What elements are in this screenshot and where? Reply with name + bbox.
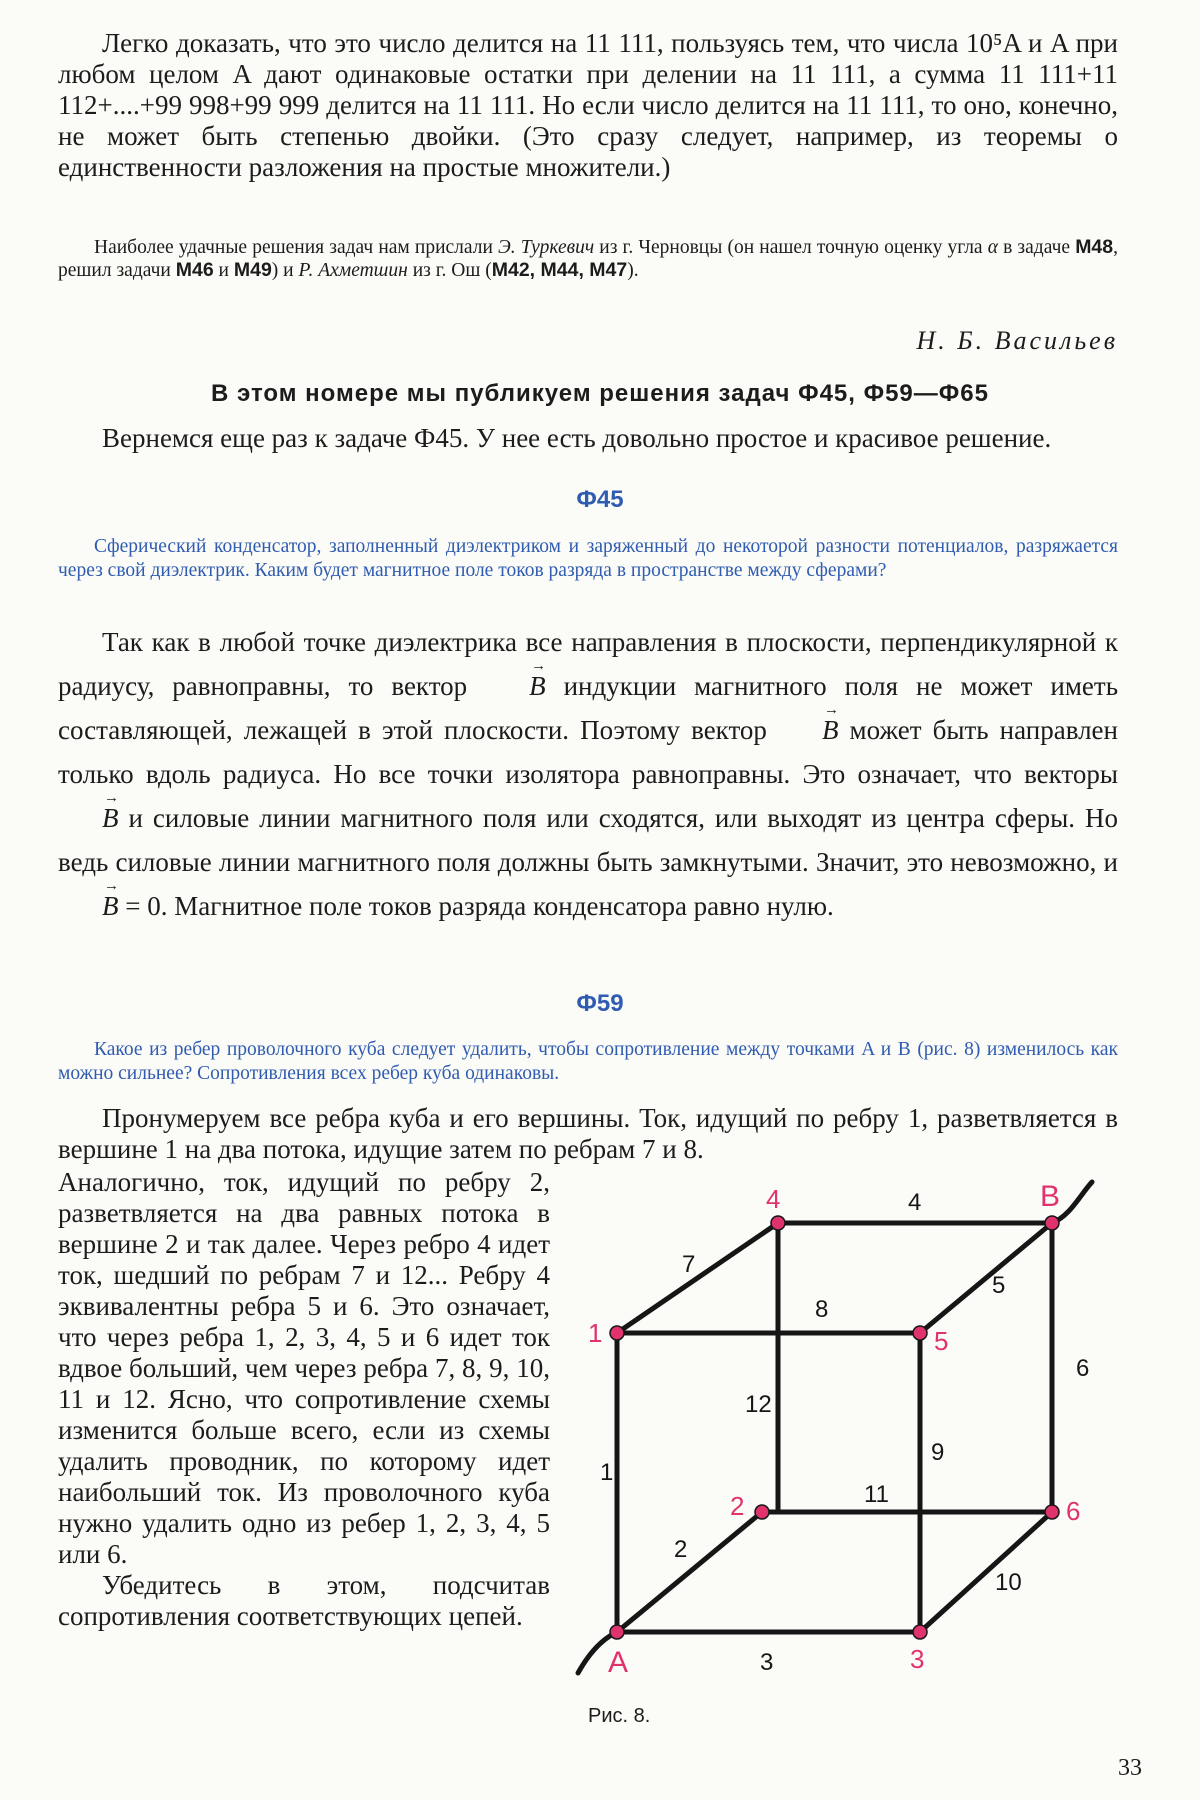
intro-paragraph: Легко доказать, что это число делится на 11 111, пользуясь тем, что числа 10⁵A и A при любом целом A дают одинаковые остатки при делении на 11 111, а сумма 11 111+11 112+....+99 998+99 999 делится на 11 111. Но если число делится на 11 111, то оно, конечно, не может быть степенью двойки. (Это сразу следует, например, из теоремы о единственности разложения на простые множители.) [58,28,1118,182]
vertex-label-2: 2 [730,1491,745,1521]
vector-b: → B [58,884,119,928]
vector-b: → B [58,796,119,840]
edge-label-1: 1 [600,1459,614,1486]
edge-label-11: 11 [864,1481,889,1508]
edge-label-3: 3 [760,1649,774,1676]
edge-5 [920,1223,1052,1333]
vertex-6-dot [1045,1505,1059,1519]
edge-label-4: 4 [908,1189,922,1216]
cube-figure [570,1170,1130,1730]
f59-problem-block [58,1038,1118,1086]
section-heading: В этом номере мы публикуем решения задач Ф45, Ф59—Ф65 [211,380,989,407]
edge-label-2: 2 [674,1536,688,1563]
f45-solution-block [58,620,1118,928]
edge-label-9: 9 [931,1439,945,1466]
thanks-paragraph: Наиболее удачные решения задач нам прислали Э. Туркевич из г. Черновцы (он нашел точную оценку угла α в задаче М48, решил задачи М46 и М49) и Р. Ахметшин из г. Ош (М42, М44, М47). [58,236,1118,281]
vertex-label-1: 1 [588,1318,603,1348]
f45-title: Ф45 [576,486,624,513]
f59-left-column [58,1167,550,1632]
vertex-label-a: A [608,1646,629,1679]
vertex-4-dot [771,1216,785,1230]
f59-intro-block [58,1103,1118,1165]
edge-label-7: 7 [682,1251,696,1278]
edge-label-8: 8 [815,1296,829,1323]
edge-10 [920,1512,1052,1632]
vertex-label-b: B [1040,1180,1061,1213]
f45-problem: Сферический конденсатор, заполненный диэлектриком и заряженный до некоторой разности потенциалов, разряжается через свой диэлектрик. Каким будет магнитное поле токов разряда в пространстве между сферами? [58,536,1118,581]
f59-paragraph-3: Убедитесь в этом, подсчитав сопротивления соответствующих цепей. [58,1570,550,1631]
intro-paragraph-block [58,28,1118,183]
page-number: 33 [1118,1755,1142,1781]
edge-label-12: 12 [745,1391,772,1418]
vertex-label-4: 4 [766,1184,781,1214]
vertex-5-dot [913,1326,927,1340]
edge-label-10: 10 [995,1569,1022,1596]
thanks-block [58,236,1118,282]
edge-2 [617,1512,762,1632]
return-paragraph: Вернемся еще раз к задаче Ф45. У нее есть довольно простое и красивое решение. [102,423,1052,453]
vector-b: → B [485,664,546,708]
vertex-a-dot [610,1625,624,1639]
edge-7 [617,1223,778,1333]
vertex-1-dot [610,1326,624,1340]
vertex-3-dot [913,1625,927,1639]
edge-label-5: 5 [992,1272,1006,1299]
f59-title: Ф59 [576,990,624,1017]
f59-paragraph-2: Аналогично, ток, идущий по ребру 2, разветвляется на два равных потока в вершине 2 и так далее. Через ребро 4 идет ток, шедший по ребрам 7 и 12... Ребру 4 эквивалентны ребра 5 и 6. Это означает, что через ребра 1, 2, 3, 4, 5 и 6 идет ток вдвое больший, чем через ребра 7, 8, 9, 10, 11 и 12. Ясно, что сопротивление схемы изменится больше всего, если из схемы удалить проводник, по которому идет наибольший ток. Из проволочного куба нужно удалить одно из ребер 1, 2, 3, 4, 5 или 6. [58,1167,550,1569]
edge-label-6: 6 [1076,1355,1090,1382]
signature: Н. Б. Васильев [916,326,1118,355]
return-paragraph-block [58,423,1118,454]
vertex-label-3: 3 [910,1644,925,1674]
vertex-2-dot [755,1505,769,1519]
f59-paragraph-1: Пронумеруем все ребра куба и его вершины. Ток, идущий по ребру 1, разветвляется в вершине 1 на два потока, идущие затем по ребрам 7 и 8. [58,1103,1118,1164]
f59-problem: Какое из ребер проволочного куба следует удалить, чтобы сопротивление между точками A и B (рис. 8) изменилось как можно сильнее? Сопротивления всех ребер куба одинаковы. [58,1039,1118,1084]
vertex-b-dot [1045,1216,1059,1230]
f45-solution: Так как в любой точке диэлектрика все направления в плоскости, перпендикулярной к радиусу, равноправны, то вектор → B индукции магнитного поля не может иметь составляющей, лежащей в этой плоскости. Поэтому вектор → B может быть направлен только вдоль радиуса. Но все точки изолятора равноправны. Это означает, что векторы → B и силовые линии магнитного поля или сходятся, или выходят из центра сферы. Но ведь силовые линии магнитного поля должны быть замкнутыми. Значит, это невозможно, и → B = 0. Магнитное поле токов разряда конденсатора равно нулю. [58,620,1118,928]
figure-caption: Рис. 8. [588,1705,651,1727]
vertex-label-5: 5 [934,1326,949,1356]
vector-b: → B [778,708,839,752]
f45-problem-block [58,535,1118,583]
vertex-label-6: 6 [1066,1496,1081,1526]
